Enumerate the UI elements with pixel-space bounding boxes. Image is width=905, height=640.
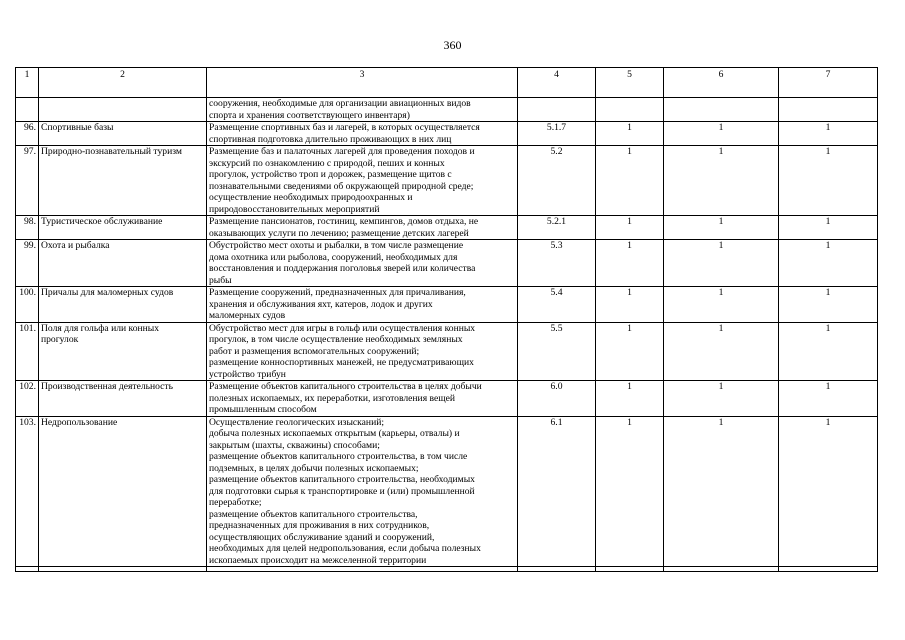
row-description: Осуществление геологических изысканий; добыча полезных ископаемых открытым (карьеры, отвалы) и закрытым (шахты, скважины) способами; размещение объектов капитального строительства, в том числе подземных, в целях добычи полезных ископаемых; размещение объектов капитального строительства, необходимых для подготовки сырья к транспортировке и (или) промышленной переработке; размещение объектов капитального строительства, предназначенных для проживания в них сотрудников, осуществляющих обслуживание зданий и сооружений, необходимых для целей недропользования, если добыча полезных ископаемых происходит на межселенной территории [207,416,518,567]
row-description: Размещение баз и палаточных лагерей для проведения походов и экскурсий по ознакомлению с природой, пеших и конных прогулок, устройство троп и дорожек, размещение щитов с познавательными сведениями об окружающей природной среде; осуществление необходимых природоохранных и природовосстановительных мероприятий [207,146,518,216]
table-row [16,381,878,417]
row-value-col7: 1 [779,381,878,417]
gap-cell [16,567,39,572]
continuation-c6-cell [664,98,779,122]
continuation-c7-cell [779,98,878,122]
column-number-1: 1 [16,68,39,98]
row-name: Природно-познавательный туризм [39,146,207,216]
row-value-col7: 1 [779,122,878,146]
table-row [16,287,878,323]
gap-cell [518,567,596,572]
table-row [16,416,878,567]
column-number-4: 4 [518,68,596,98]
row-name: Спортивные базы [39,122,207,146]
gap-cell [596,567,664,572]
row-number: 102. [16,381,39,417]
row-description: Обустройство мест охоты и рыбалки, в том числе размещение дома охотника или рыболова, сооружений, необходимых для восстановления и поддержания поголовья зверей или количества рыбы [207,240,518,287]
row-description: Обустройство мест для игры в гольф или осуществления конных прогулок, в том числе осуществление необходимых земляных работ и размещения вспомогательных сооружений; размещение конноспортивных манежей, не предусматривающих устройство трибун [207,322,518,381]
table-row [16,122,878,146]
column-number-5: 5 [596,68,664,98]
row-number: 103. [16,416,39,567]
row-description: Размещение пансионатов, гостиниц, кемпингов, домов отдыха, не оказывающих услуги по лечению; размещение детских лагерей [207,216,518,240]
row-value-col6: 1 [664,216,779,240]
row-value-col5: 1 [596,216,664,240]
row-name: Недропользование [39,416,207,567]
column-number-row [16,68,878,98]
row-code: 5.2 [518,146,596,216]
row-value-col7: 1 [779,322,878,381]
row-number: 101. [16,322,39,381]
row-value-col5: 1 [596,381,664,417]
row-number: 100. [16,287,39,323]
row-value-col5: 1 [596,122,664,146]
row-number: 96. [16,122,39,146]
row-value-col6: 1 [664,240,779,287]
page-number: 360 [443,38,462,52]
column-number-2: 2 [39,68,207,98]
row-description: Размещение объектов капитального строительства в целях добычи полезных ископаемых, их переработки, изготовления вещей промышленным способом [207,381,518,417]
table-row [16,146,878,216]
row-code: 6.1 [518,416,596,567]
continuation-num-cell [16,98,39,122]
row-code: 5.5 [518,322,596,381]
row-value-col7: 1 [779,287,878,323]
row-description: Размещение сооружений, предназначенных для причаливания, хранения и обслуживания яхт, катеров, лодок и других маломерных судов [207,287,518,323]
gap-cell [664,567,779,572]
row-value-col5: 1 [596,416,664,567]
continuation-c5-cell [596,98,664,122]
column-number-6: 6 [664,68,779,98]
table-row [16,322,878,381]
row-value-col6: 1 [664,287,779,323]
row-name: Охота и рыбалка [39,240,207,287]
row-value-col5: 1 [596,322,664,381]
row-value-col6: 1 [664,381,779,417]
row-code: 5.4 [518,287,596,323]
table-row [16,216,878,240]
table-row [16,240,878,287]
row-description: Размещение спортивных баз и лагерей, в которых осуществляется спортивная подготовка длительно проживающих в них лиц [207,122,518,146]
row-name: Причалы для маломерных судов [39,287,207,323]
row-value-col6: 1 [664,122,779,146]
column-number-7: 7 [779,68,878,98]
gap-cell [779,567,878,572]
gap-cell [207,567,518,572]
column-number-3: 3 [207,68,518,98]
gap-cell [39,567,207,572]
continuation-description: сооружения, необходимые для организации авиационных видов спорта и хранения соответствующего инвентаря) [207,98,518,122]
row-number: 97. [16,146,39,216]
row-value-col5: 1 [596,287,664,323]
continuation-code-cell [518,98,596,122]
row-code: 5.2.1 [518,216,596,240]
row-value-col6: 1 [664,322,779,381]
continuation-row [16,98,878,122]
continuation-name-cell [39,98,207,122]
row-value-col5: 1 [596,146,664,216]
row-value-col6: 1 [664,416,779,567]
row-value-col7: 1 [779,216,878,240]
row-name: Туристическое обслуживание [39,216,207,240]
row-number: 98. [16,216,39,240]
table-body [16,68,878,572]
row-code: 6.0 [518,381,596,417]
row-value-col7: 1 [779,240,878,287]
row-value-col7: 1 [779,146,878,216]
row-code: 5.3 [518,240,596,287]
row-name: Поля для гольфа или конных прогулок [39,322,207,381]
table-bottom-gap [16,567,878,572]
row-name: Производственная деятельность [39,381,207,417]
row-code: 5.1.7 [518,122,596,146]
row-number: 99. [16,240,39,287]
row-value-col6: 1 [664,146,779,216]
row-value-col7: 1 [779,416,878,567]
land-use-table [15,67,878,572]
row-value-col5: 1 [596,240,664,287]
